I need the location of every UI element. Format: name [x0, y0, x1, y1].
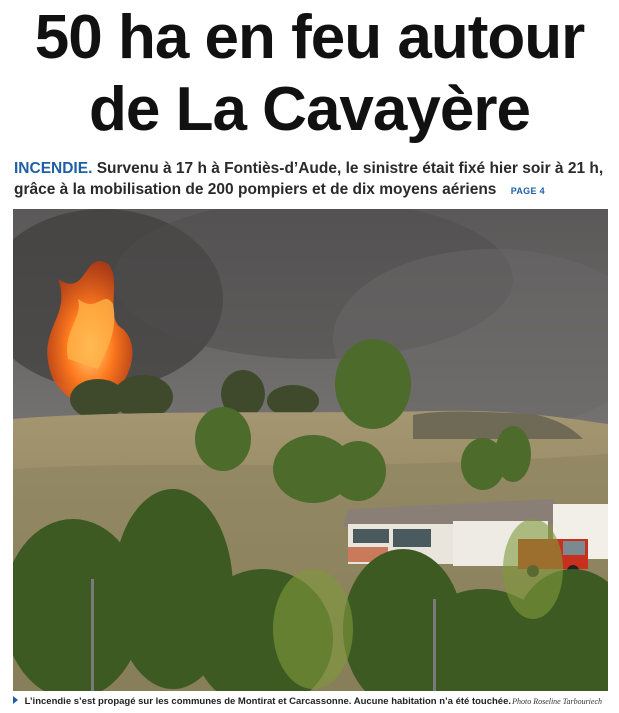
headline-line-2: de La Cavayère: [89, 75, 530, 144]
headline-line-1: 50 ha en feu autour: [34, 3, 585, 72]
wildfire-photo-illustration: [13, 209, 608, 691]
photo-caption-bar: [13, 693, 608, 711]
photo-credit: Photo Roseline Tarbouriech: [512, 697, 602, 706]
deck-kicker: INCENDIE.: [14, 160, 93, 177]
deck-text: Survenu à 17 h à Fontiès-d’Aude, le sinistre était fixé hier soir à 21 h, grâce à la mobilisation de 200 pompiers et de dix moyens aériens: [14, 160, 604, 198]
article-deck: [14, 158, 612, 202]
wildfire-photo: [13, 209, 608, 691]
caption-marker-icon: [13, 696, 18, 704]
photo-caption: L’incendie s’est propagé sur les communes de Montirat et Carcassonne. Aucune habitation n’a été touchée.: [24, 696, 512, 707]
page-reference-link[interactable]: PAGE 4: [510, 186, 545, 196]
